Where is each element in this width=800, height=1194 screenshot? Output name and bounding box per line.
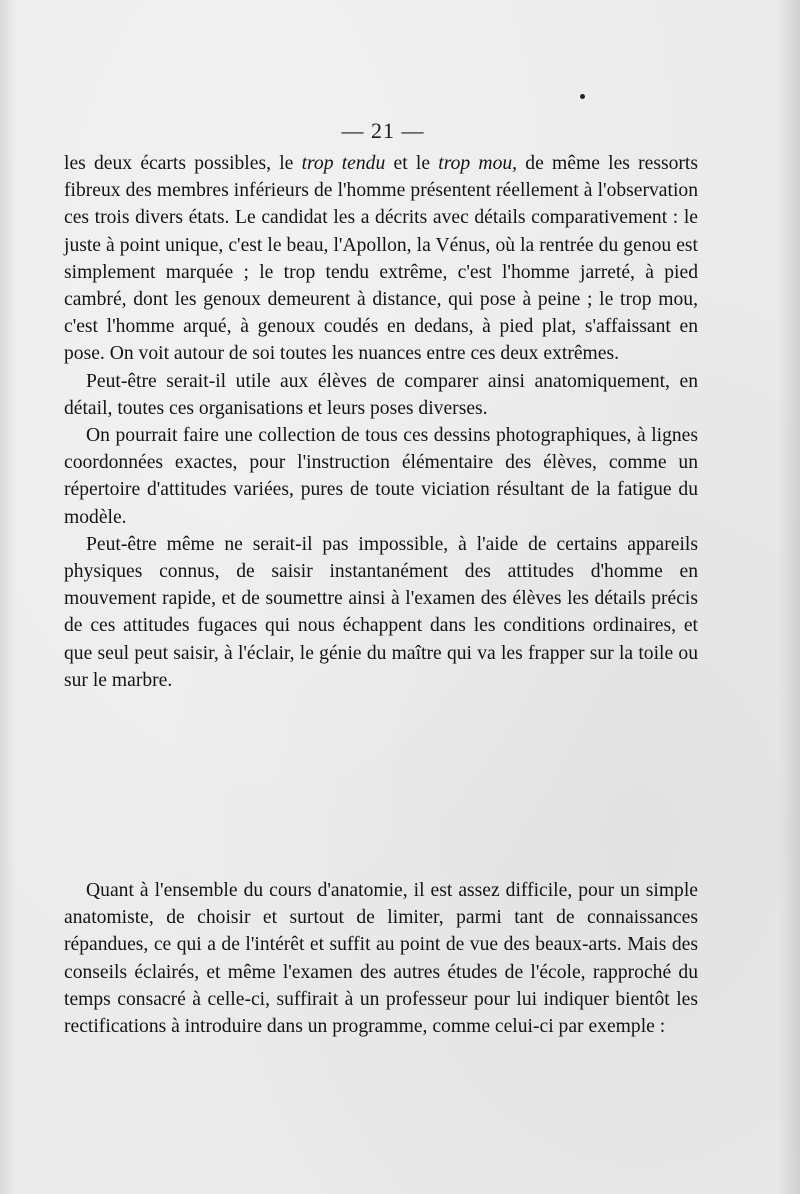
paragraph-1-italic-a: trop tendu — [301, 153, 386, 174]
page-gutter-shadow — [0, 0, 16, 1194]
paragraph-1-text-a: les deux écarts possibles, le — [64, 153, 302, 174]
paragraph-2: Peut-être serait-il utile aux élèves de comparer ainsi anatomiquement, en détail, toutes ces organisations et leurs poses diverses. — [64, 370, 698, 419]
text-section-2 — [64, 877, 698, 1040]
paragraph-4: Peut-être même ne serait-il pas impossible, à l'aide de certains appareils physiques connus, de saisir instantanément des attitudes d'homme en mouvement rapide, et de soumettre ainsi à l'examen des élèves les détails précis de ces attitudes fugaces qui nous échappent dans les conditions ordinaires, et que seul peut saisir, à l'éclair, le génie du maître qui va les frapper sur la toile ou sur le marbre. — [64, 533, 698, 691]
ink-speck — [580, 94, 585, 99]
paragraph-5: Quant à l'ensemble du cours d'anatomie, il est assez difficile, pour un simple anatomiste, de choisir et surtout de limiter, parmi tant de connaissances répandues, ce qui a de l'intérêt et suffit au point de vue des beaux-arts. Mais des conseils éclairés, et même l'examen des autres études de l'école, rapproché du temps consacré à celle-ci, suffirait à un professeur pour lui indiquer bientôt les rectifications à introduire dans un programme, comme celui-ci par exemple : — [64, 880, 698, 1038]
text-section-1 — [64, 150, 698, 694]
page-edge-shadow — [778, 0, 800, 1194]
paragraph-1 — [64, 150, 698, 368]
page-number: — 21 — — [341, 118, 425, 143]
paragraph-1-italic-b: trop mou, — [438, 153, 518, 174]
paragraph-3: On pourrait faire une collection de tous ces dessins photographiques, à lignes coordonnées exactes, pour l'instruction élémentaire des élèves, comme un répertoire d'attitudes variées, pures de toute viciation résultant de la fatigue du modèle. — [64, 425, 698, 528]
paragraph-1-text-b: et le — [385, 153, 439, 174]
paragraph-1-text-c: de même les ressorts fibreux des membres inférieurs de l'homme présentent réellement à l'observation ces trois divers états. Le candidat les a décrits avec détails comparativement : le juste à point unique, c'est le beau, l'Apollon, la Vénus, où la rentrée du genou est simplement marquée ; le trop tendu extrême, c'est l'homme jarreté, à pied cambré, dont les genoux demeurent à distance, qui pose à peine ; le trop mou, c'est l'homme arqué, à genoux coudés en dedans, à pied plat, s'affaissant en pose. On voit autour de soi toutes les nuances entre ces deux extrêmes. — [64, 153, 698, 365]
